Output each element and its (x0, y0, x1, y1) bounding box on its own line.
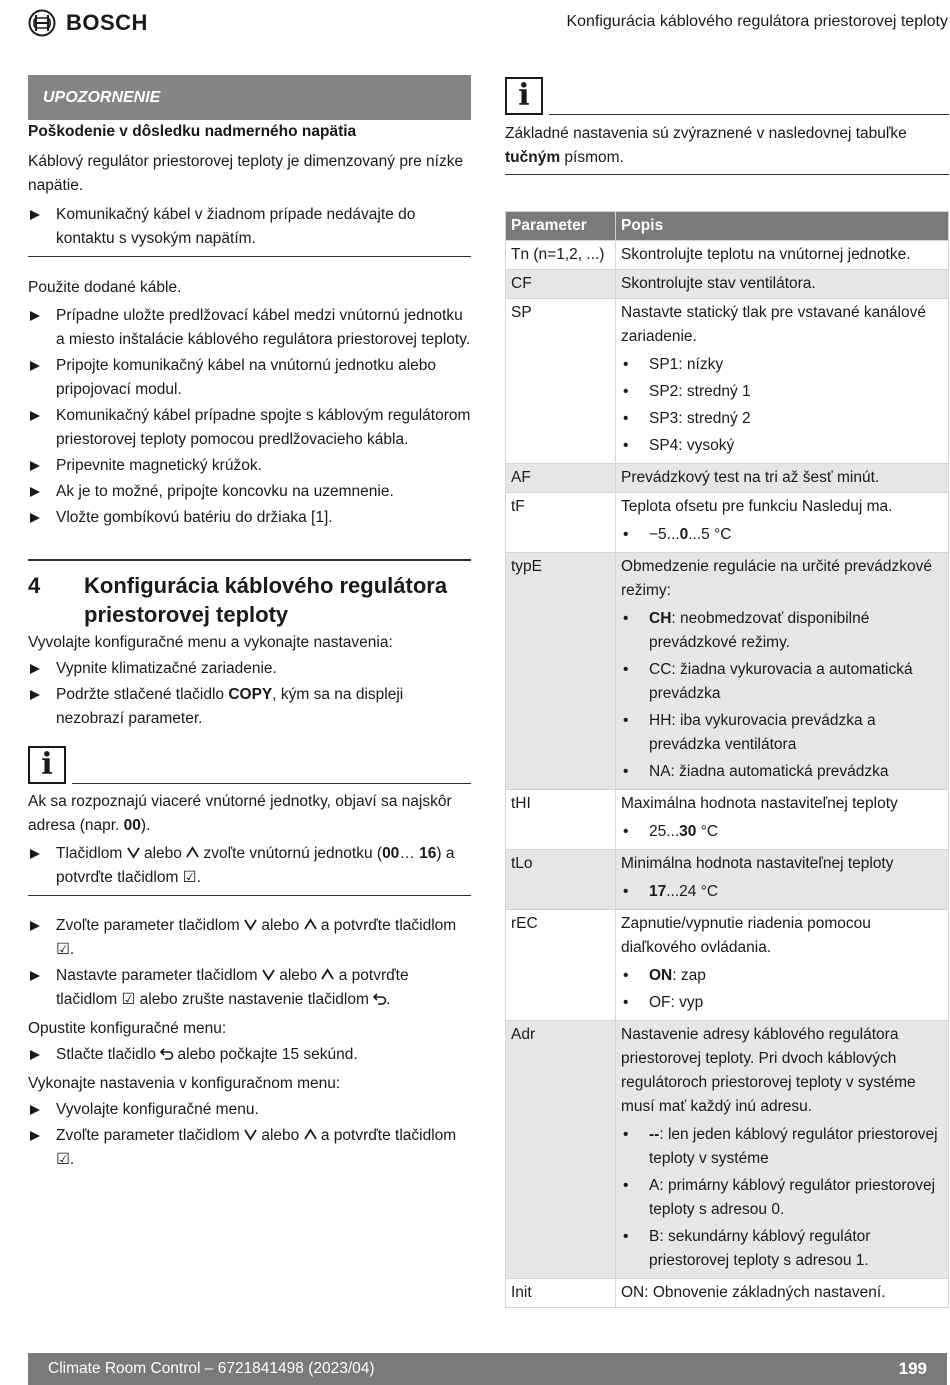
desc-cell: Maximálna hodnota nastaviteľnej teploty • 25...30 °C (616, 790, 949, 850)
config-intro: Vyvolajte konfiguračné menu a vykonajte nastavenia: (28, 634, 393, 651)
bullet-arrow-icon (30, 411, 40, 421)
list-item: Vypnite klimatizačné zariadenie. (28, 657, 471, 681)
bullet-arrow-icon (30, 487, 40, 497)
param-cell: rEC (506, 910, 616, 1021)
list-item: • SP2: stredný 1 (621, 380, 943, 404)
info-text: Ak sa rozpoznajú viaceré vnútorné jednotky, objaví sa najskôr adresa (napr. 00). (28, 793, 452, 834)
table-row (506, 790, 949, 850)
param-cell: CF (506, 270, 616, 299)
info-note-right (505, 77, 949, 115)
section-title: Konfigurácia káblového regulátora priestorovej teploty (84, 573, 448, 627)
info-bottom-rule (28, 895, 471, 896)
chevron-up-icon (321, 968, 334, 981)
param-cell: tLo (506, 850, 616, 910)
chevron-up-icon (304, 1128, 317, 1141)
chevron-down-icon (244, 918, 257, 931)
desc-cell: Teplota ofsetu pre funkciu Nasleduj ma. • −5...0...5 °C (616, 493, 949, 553)
list-item: • SP1: nízky (621, 353, 943, 377)
bullet-arrow-icon (30, 921, 40, 931)
section-rule (28, 559, 471, 561)
bullet-arrow-icon (30, 210, 40, 220)
page-header-title: Konfigurácia káblového regulátora priestorovej teploty (566, 13, 948, 30)
list-item: Vložte gombíkovú batériu do držiaka [1]. (28, 506, 471, 530)
list-item: • 25...30 °C (621, 820, 943, 844)
right-column (505, 75, 949, 1308)
param-cell: typE (506, 553, 616, 790)
list-item: Komunikačný kábel v žiadnom prípade nedávajte do kontaktu s vysokým napätím. (28, 203, 471, 251)
desc-cell: Minimálna hodnota nastaviteľnej teploty • 17...24 °C (616, 850, 949, 910)
page-footer (28, 1353, 947, 1385)
back-arrow-icon (160, 1047, 173, 1060)
chevron-down-icon (262, 968, 275, 981)
warning-title: Poškodenie v dôsledku nadmerného napätia (28, 123, 357, 140)
list-item: • CC: žiadna vykurovacia a automatická prevádzka (621, 658, 943, 706)
install-steps (28, 304, 471, 530)
list-item: Pripevnite magnetický krúžok. (28, 454, 471, 478)
list-item: • B: sekundárny káblový regulátor priestorovej teploty s adresou 1. (621, 1225, 943, 1273)
list-item: • HH: iba vykurovacia prevádzka a prevádzka ventilátora (621, 709, 943, 757)
left-column (28, 75, 471, 1172)
back-arrow-icon (373, 992, 386, 1005)
table-row (506, 910, 949, 1021)
chevron-up-icon (186, 846, 199, 859)
warning-label: UPOZORNENIE (28, 75, 471, 120)
bullet-arrow-icon (30, 513, 40, 523)
brand-name: BOSCH (66, 10, 148, 35)
bullet-arrow-icon (30, 664, 40, 674)
table-row (506, 1021, 949, 1279)
warning-box (28, 75, 471, 257)
table-row (506, 270, 949, 299)
desc-cell: Skontrolujte teplotu na vnútornej jednotke. (616, 241, 949, 270)
bullet-arrow-icon (30, 311, 40, 321)
bullet-arrow-icon (30, 361, 40, 371)
chevron-up-icon (304, 918, 317, 931)
list-item: Ak je to možné, pripojte koncovku na uzemnenie. (28, 480, 471, 504)
list-item: • −5...0...5 °C (621, 523, 943, 547)
list-item: Tlačidlom alebo zvoľte vnútornú jednotku (00… 16) a potvrďte tlačidlom ☑. (28, 842, 471, 890)
desc-cell: Nastavenie adresy káblového regulátora priestorovej teploty. Pri dvoch káblových regulátoroch priestorovej teploty v systéme musí mať každý inú adresu. • --: len jeden káblový regulátor priestorovej teploty v systéme • A: primárny káblový regulátor priestorovej teploty s adresou 0. • B: sekundárny káblový regulátor priestorovej teploty s adresou 1. (616, 1021, 949, 1279)
param-cell: tHI (506, 790, 616, 850)
info-note-left (28, 746, 471, 784)
desc-cell: ON: Obnovenie základných nastavení. (616, 1279, 949, 1308)
warning-text: Káblový regulátor priestorovej teploty je dimenzovaný pre nízke napätie. (28, 153, 464, 194)
desc-cell: Skontrolujte stav ventilátora. (616, 270, 949, 299)
warning-bottom-rule (28, 256, 471, 257)
list-item: Pripojte komunikačný kábel na vnútornú jednotku alebo pripojovací modul. (28, 354, 471, 402)
param-cell: Tn (n=1,2, ...) (506, 241, 616, 270)
chevron-down-icon (244, 1128, 257, 1141)
column-header: Popis (616, 212, 949, 241)
info-bottom-rule (505, 174, 949, 175)
parameter-table (505, 211, 949, 1308)
bullet-arrow-icon (30, 849, 40, 859)
section-number: 4 (28, 573, 41, 598)
list-item: Zvoľte parameter tlačidlom alebo a potvrďte tlačidlom ☑. (28, 914, 471, 962)
list-item: Podržte stlačené tlačidlo COPY, kým sa na displeji nezobrazí parameter. (28, 683, 471, 731)
bosch-logo (28, 8, 148, 38)
chevron-down-icon (127, 846, 140, 859)
list-item: • --: len jeden káblový regulátor priestorovej teploty v systéme (621, 1123, 943, 1171)
list-item: Zvoľte parameter tlačidlom alebo a potvrďte tlačidlom ☑. (28, 1124, 471, 1172)
param-cell: Adr (506, 1021, 616, 1279)
param-cell: AF (506, 464, 616, 493)
table-row (506, 553, 949, 790)
list-item: Vyvolajte konfiguračné menu. (28, 1098, 471, 1122)
list-item: Nastavte parameter tlačidlom alebo a potvrďte tlačidlom ☑ alebo zrušte nastavenie tlačidlom . (28, 964, 471, 1012)
column-header: Parameter (506, 212, 616, 241)
list-item: Komunikačný kábel prípadne spojte s káblovým regulátorom priestorovej teploty pomocou predlžovacieho kábla. (28, 404, 471, 452)
settings-intro: Vykonajte nastavenia v konfiguračnom menu: (28, 1075, 341, 1092)
list-item: • 17...24 °C (621, 880, 943, 904)
table-header-row (506, 212, 949, 241)
bullet-arrow-icon (30, 971, 40, 981)
table-row (506, 1279, 949, 1308)
info-icon: i (28, 746, 66, 784)
page-number: 199 (898, 1359, 927, 1378)
param-cell: Init (506, 1279, 616, 1308)
list-item: • ON: zap (621, 964, 943, 988)
desc-cell: Nastavte statický tlak pre vstavané kanálové zariadenie. • SP1: nízky • SP2: stredný 1 • SP3: stredný 2 • SP4: vysoký (616, 299, 949, 464)
desc-cell: Prevádzkový test na tri až šesť minút. (616, 464, 949, 493)
list-item: • SP3: stredný 2 (621, 407, 943, 431)
table-row (506, 464, 949, 493)
list-item: Prípadne uložte predlžovací kábel medzi vnútornú jednotku a miesto inštalácie káblového regulátora priestorovej teploty. (28, 304, 471, 352)
param-cell: tF (506, 493, 616, 553)
bullet-arrow-icon (30, 690, 40, 700)
info-icon: i (505, 77, 543, 115)
section-heading (28, 571, 471, 629)
bullet-arrow-icon (30, 461, 40, 471)
table-row (506, 299, 949, 464)
footer-text: Climate Room Control – 6721841498 (2023/04) (48, 1360, 375, 1377)
desc-cell: Zapnutie/vypnutie riadenia pomocou diaľkového ovládania. • ON: zap • OF: vyp (616, 910, 949, 1021)
bullet-arrow-icon (30, 1105, 40, 1115)
list-item: Stlačte tlačidlo alebo počkajte 15 sekúnd. (28, 1043, 471, 1067)
list-item: • OF: vyp (621, 991, 943, 1015)
info-text: Základné nastavenia sú zvýraznené v nasledovnej tabuľke tučným písmom. (505, 125, 907, 166)
param-cell: SP (506, 299, 616, 464)
exit-intro: Opustite konfiguračné menu: (28, 1020, 227, 1037)
table-row (506, 493, 949, 553)
table-row (506, 241, 949, 270)
list-item: • SP4: vysoký (621, 434, 943, 458)
use-cables-text: Použite dodané káble. (28, 279, 182, 296)
table-row (506, 850, 949, 910)
list-item: • NA: žiadna automatická prevádzka (621, 760, 943, 784)
bosch-armature-icon (28, 9, 56, 37)
list-item: • CH: neobmedzovať disponibilné prevádzkové režimy. (621, 607, 943, 655)
desc-cell: Obmedzenie regulácie na určité prevádzkové režimy: • CH: neobmedzovať disponibilné prevádzkové režimy. • CC: žiadna vykurovacia a automatická prevádzka • HH: iba vykurovacia prevádzka a prevádzka ventilátora • NA: žiadna automatická prevádzka (616, 553, 949, 790)
bullet-arrow-icon (30, 1050, 40, 1060)
list-item: • A: primárny káblový regulátor priestorovej teploty s adresou 0. (621, 1174, 943, 1222)
bullet-arrow-icon (30, 1131, 40, 1141)
